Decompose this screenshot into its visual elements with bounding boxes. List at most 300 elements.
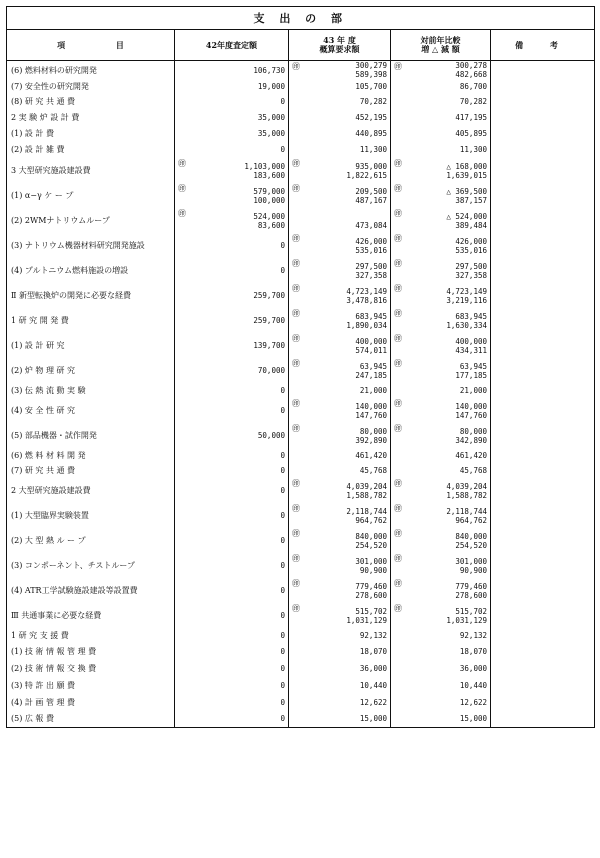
table-row bbox=[7, 503, 595, 528]
cell-value: 1,822,615 bbox=[346, 170, 387, 180]
diff-cell bbox=[391, 79, 491, 94]
cell-value: 473,084 bbox=[355, 220, 387, 230]
budget-42-cell bbox=[175, 603, 289, 628]
budget-42-cell bbox=[175, 126, 289, 141]
budget-43-cell bbox=[289, 478, 391, 503]
cell-value: 12,622 bbox=[359, 698, 387, 707]
cell-value: 177,185 bbox=[455, 370, 487, 380]
cell-value: 300,278 bbox=[455, 61, 487, 70]
cell-value: 535,016 bbox=[455, 245, 487, 255]
cell-value: 0 bbox=[280, 536, 285, 545]
cell-value: 259,700 bbox=[253, 291, 285, 300]
table-row bbox=[7, 208, 595, 233]
budget-42-cell bbox=[175, 308, 289, 333]
row-label: Ⅱ 新型転換炉の開発に必要な経費 bbox=[7, 283, 175, 308]
cell-value: 45,768 bbox=[359, 466, 387, 475]
cell-value: 301,000 bbox=[455, 556, 487, 566]
table-row bbox=[7, 158, 595, 183]
notes-cell bbox=[491, 603, 595, 628]
budget-43-cell bbox=[289, 528, 391, 553]
budget-43-cell bbox=[289, 358, 391, 383]
notes-cell bbox=[491, 463, 595, 478]
budget-42-cell bbox=[175, 478, 289, 503]
budget-43-cell bbox=[289, 643, 391, 660]
cell-value: 0 bbox=[280, 97, 285, 106]
diff-cell bbox=[391, 94, 491, 109]
cell-value: 0 bbox=[280, 714, 285, 724]
notes-cell bbox=[491, 358, 595, 383]
cell-value: 1,630,334 bbox=[446, 320, 487, 330]
budget-42-cell bbox=[175, 358, 289, 383]
notes-cell bbox=[491, 553, 595, 578]
table-row bbox=[7, 463, 595, 478]
cell-value: 278,600 bbox=[355, 590, 387, 600]
cell-value: 70,282 bbox=[359, 97, 387, 106]
table-body bbox=[7, 61, 595, 728]
cell-value: 297,500 bbox=[455, 261, 487, 271]
cell-value: 524,000 bbox=[253, 211, 285, 221]
table-row bbox=[7, 109, 595, 126]
row-label: (4) 安 全 性 研 究 bbox=[7, 398, 175, 423]
table-row bbox=[7, 553, 595, 578]
notes-cell bbox=[491, 61, 595, 80]
budget-42-cell bbox=[175, 283, 289, 308]
budget-43-cell bbox=[289, 711, 391, 727]
seal-mark-icon: ㊞ bbox=[394, 554, 402, 563]
seal-mark-icon: ㊞ bbox=[292, 424, 300, 433]
cell-value: 840,000 bbox=[355, 531, 387, 541]
cell-value: 964,762 bbox=[355, 515, 387, 525]
cell-value: 0 bbox=[280, 266, 285, 275]
cell-value: 0 bbox=[280, 511, 285, 520]
cell-value: 15,000 bbox=[459, 714, 487, 724]
notes-cell bbox=[491, 208, 595, 233]
row-label: (1) 設 計 費 bbox=[7, 126, 175, 141]
cell-value: 100,000 bbox=[253, 195, 285, 205]
row-label: (4) ATR工学試験施設建設等設置費 bbox=[7, 578, 175, 603]
diff-cell bbox=[391, 109, 491, 126]
row-label: (2) 設 計 雑 費 bbox=[7, 141, 175, 158]
diff-cell bbox=[391, 553, 491, 578]
table-row bbox=[7, 258, 595, 283]
table-row bbox=[7, 333, 595, 358]
row-label: (1) 設 計 研 究 bbox=[7, 333, 175, 358]
cell-value: 50,000 bbox=[257, 431, 285, 440]
budget-43-cell bbox=[289, 448, 391, 463]
cell-value: 70,282 bbox=[459, 97, 487, 106]
budget-43-cell bbox=[289, 126, 391, 141]
seal-mark-icon: ㊞ bbox=[394, 334, 402, 343]
cell-value: 387,157 bbox=[455, 195, 487, 205]
cell-value: 935,000 bbox=[355, 161, 387, 171]
notes-cell bbox=[491, 628, 595, 643]
row-label: (4) 計 画 管 理 費 bbox=[7, 694, 175, 711]
diff-cell bbox=[391, 463, 491, 478]
budget-43-cell bbox=[289, 258, 391, 283]
table-row bbox=[7, 448, 595, 463]
diff-cell bbox=[391, 126, 491, 141]
cell-value: 36,000 bbox=[359, 664, 387, 673]
budget-sheet bbox=[6, 6, 594, 728]
row-label: 3 大型研究施設建設費 bbox=[7, 158, 175, 183]
cell-value: 254,520 bbox=[355, 540, 387, 550]
cell-value: 487,167 bbox=[355, 195, 387, 205]
budget-43-cell bbox=[289, 233, 391, 258]
budget-42-cell bbox=[175, 158, 289, 183]
cell-value: 10,440 bbox=[359, 681, 387, 690]
cell-value: 400,000 bbox=[455, 336, 487, 346]
notes-cell bbox=[491, 694, 595, 711]
notes-cell bbox=[491, 423, 595, 448]
notes-cell bbox=[491, 283, 595, 308]
cell-value: 35,000 bbox=[257, 129, 285, 138]
row-label: (5) 広 報 費 bbox=[7, 711, 175, 727]
row-label: (7) 研 究 共 通 費 bbox=[7, 463, 175, 478]
budget-43-cell bbox=[289, 694, 391, 711]
row-label: (6) 燃 料 材 料 開 発 bbox=[7, 448, 175, 463]
notes-cell bbox=[491, 258, 595, 283]
budget-43-cell bbox=[289, 61, 391, 80]
diff-cell bbox=[391, 643, 491, 660]
seal-mark-icon: ㊞ bbox=[394, 209, 402, 218]
seal-mark-icon: ㊞ bbox=[292, 579, 300, 588]
cell-value: 301,000 bbox=[355, 556, 387, 566]
notes-cell bbox=[491, 528, 595, 553]
cell-value: 12,622 bbox=[459, 698, 487, 707]
budget-42-cell bbox=[175, 61, 289, 80]
table-row bbox=[7, 628, 595, 643]
seal-mark-icon: ㊞ bbox=[292, 359, 300, 368]
seal-mark-icon: ㊞ bbox=[394, 529, 402, 538]
seal-mark-icon: ㊞ bbox=[292, 234, 300, 243]
row-label: 2 実 験 炉 設 計 費 bbox=[7, 109, 175, 126]
diff-cell bbox=[391, 158, 491, 183]
notes-cell bbox=[491, 578, 595, 603]
header-notes: 備 考 bbox=[491, 30, 595, 61]
cell-value: 0 bbox=[280, 466, 285, 475]
diff-cell bbox=[391, 61, 491, 80]
table-row bbox=[7, 358, 595, 383]
seal-mark-icon: ㊞ bbox=[292, 479, 300, 488]
notes-cell bbox=[491, 94, 595, 109]
cell-value: 36,000 bbox=[459, 664, 487, 673]
cell-value: 840,000 bbox=[455, 531, 487, 541]
seal-mark-icon: ㊞ bbox=[292, 284, 300, 293]
table-row bbox=[7, 711, 595, 727]
cell-value: 90,900 bbox=[459, 565, 487, 575]
budget-42-cell bbox=[175, 109, 289, 126]
seal-mark-icon: ㊞ bbox=[394, 184, 402, 193]
budget-43-cell bbox=[289, 628, 391, 643]
notes-cell bbox=[491, 141, 595, 158]
cell-value: 139,700 bbox=[253, 341, 285, 350]
header-diff: 対前年比較 増 △ 減 額 bbox=[391, 30, 491, 61]
seal-mark-icon: ㊞ bbox=[178, 209, 186, 218]
cell-value: 45,768 bbox=[459, 466, 487, 475]
diff-cell bbox=[391, 208, 491, 233]
cell-value: 80,000 bbox=[459, 426, 487, 436]
row-label: 1 研 究 支 援 費 bbox=[7, 628, 175, 643]
cell-value: △ 369,500 bbox=[446, 186, 487, 196]
seal-mark-icon: ㊞ bbox=[394, 424, 402, 433]
cell-value: 434,311 bbox=[455, 345, 487, 355]
row-label: (1) 技 術 情 報 管 理 費 bbox=[7, 643, 175, 660]
budget-42-cell bbox=[175, 448, 289, 463]
cell-value: 579,000 bbox=[253, 186, 285, 196]
budget-43-cell bbox=[289, 660, 391, 677]
seal-mark-icon: ㊞ bbox=[292, 159, 300, 168]
cell-value: 327,358 bbox=[355, 270, 387, 280]
diff-cell bbox=[391, 308, 491, 333]
cell-value: 392,890 bbox=[355, 435, 387, 445]
table-row bbox=[7, 694, 595, 711]
table-row bbox=[7, 141, 595, 158]
cell-value: 0 bbox=[280, 451, 285, 460]
budget-43-cell bbox=[289, 677, 391, 694]
diff-cell bbox=[391, 660, 491, 677]
seal-mark-icon: ㊞ bbox=[292, 334, 300, 343]
diff-cell bbox=[391, 578, 491, 603]
budget-42-cell bbox=[175, 463, 289, 478]
budget-42-cell bbox=[175, 643, 289, 660]
budget-42-cell bbox=[175, 677, 289, 694]
row-label: (2) 2WMナトリウムループ bbox=[7, 208, 175, 233]
diff-cell bbox=[391, 423, 491, 448]
seal-mark-icon: ㊞ bbox=[178, 184, 186, 193]
cell-value bbox=[289, 212, 387, 221]
budget-42-cell bbox=[175, 398, 289, 423]
budget-43-cell bbox=[289, 333, 391, 358]
table-row bbox=[7, 478, 595, 503]
cell-value: △ 524,000 bbox=[446, 211, 487, 221]
cell-value: 209,500 bbox=[355, 186, 387, 196]
budget-43-cell bbox=[289, 183, 391, 208]
cell-value: 21,000 bbox=[459, 386, 487, 395]
table-row bbox=[7, 677, 595, 694]
notes-cell bbox=[491, 308, 595, 333]
budget-42-cell bbox=[175, 423, 289, 448]
table-row bbox=[7, 603, 595, 628]
diff-cell bbox=[391, 398, 491, 423]
cell-value: 0 bbox=[280, 386, 285, 395]
row-label: (2) 大 型 熱 ル ー プ bbox=[7, 528, 175, 553]
cell-value: 183,600 bbox=[253, 170, 285, 180]
seal-mark-icon: ㊞ bbox=[394, 359, 402, 368]
cell-value: 515,702 bbox=[355, 606, 387, 616]
cell-value: 683,945 bbox=[455, 311, 487, 321]
table-row bbox=[7, 126, 595, 141]
budget-43-cell bbox=[289, 503, 391, 528]
budget-42-cell bbox=[175, 711, 289, 727]
cell-value: 683,945 bbox=[355, 311, 387, 321]
seal-mark-icon: ㊞ bbox=[292, 554, 300, 563]
cell-value: 10,440 bbox=[459, 681, 487, 690]
cell-value: 247,185 bbox=[355, 370, 387, 380]
seal-mark-icon: ㊞ bbox=[292, 504, 300, 513]
notes-cell bbox=[491, 643, 595, 660]
cell-value: 92,132 bbox=[459, 631, 487, 640]
seal-mark-icon: ㊞ bbox=[394, 579, 402, 588]
cell-value: 964,762 bbox=[455, 515, 487, 525]
row-label: (3) 伝 熱 流 動 実 験 bbox=[7, 383, 175, 398]
cell-value: 254,520 bbox=[455, 540, 487, 550]
notes-cell bbox=[491, 383, 595, 398]
cell-value: 140,000 bbox=[455, 401, 487, 411]
budget-42-cell bbox=[175, 628, 289, 643]
notes-cell bbox=[491, 109, 595, 126]
budget-43-cell bbox=[289, 553, 391, 578]
cell-value: 2,118,744 bbox=[446, 506, 487, 516]
cell-value: 18,070 bbox=[459, 647, 487, 656]
table-row bbox=[7, 183, 595, 208]
cell-value: 11,300 bbox=[359, 145, 387, 154]
budget-42-cell bbox=[175, 383, 289, 398]
table-row bbox=[7, 61, 595, 80]
cell-value: 2,118,744 bbox=[346, 506, 387, 516]
table-title: 支 出 の 部 bbox=[7, 7, 595, 30]
cell-value: 0 bbox=[280, 145, 285, 154]
notes-cell bbox=[491, 448, 595, 463]
seal-mark-icon: ㊞ bbox=[292, 529, 300, 538]
row-label: (7) 安全性の研究開発 bbox=[7, 79, 175, 94]
cell-value: 105,700 bbox=[355, 82, 387, 91]
cell-value: 327,358 bbox=[455, 270, 487, 280]
cell-value: 3,219,116 bbox=[446, 295, 487, 305]
budget-42-cell bbox=[175, 208, 289, 233]
cell-value: 1,588,782 bbox=[346, 490, 387, 500]
cell-value: 35,000 bbox=[257, 113, 285, 122]
cell-value: 278,600 bbox=[455, 590, 487, 600]
cell-value: 426,000 bbox=[455, 236, 487, 246]
cell-value: 140,000 bbox=[355, 401, 387, 411]
cell-value: 80,000 bbox=[359, 426, 387, 436]
seal-mark-icon: ㊞ bbox=[394, 234, 402, 243]
diff-cell bbox=[391, 628, 491, 643]
row-label: 1 研 究 開 発 費 bbox=[7, 308, 175, 333]
cell-value: 0 bbox=[280, 611, 285, 620]
row-label: (3) 特 許 出 願 費 bbox=[7, 677, 175, 694]
cell-value: 535,016 bbox=[355, 245, 387, 255]
notes-cell bbox=[491, 398, 595, 423]
budget-42-cell bbox=[175, 94, 289, 109]
cell-value: 0 bbox=[280, 586, 285, 595]
seal-mark-icon: ㊞ bbox=[178, 159, 186, 168]
row-label: 2 大型研究施設建設費 bbox=[7, 478, 175, 503]
budget-43-cell bbox=[289, 79, 391, 94]
table-row bbox=[7, 383, 595, 398]
cell-value: 147,760 bbox=[455, 410, 487, 420]
budget-43-cell bbox=[289, 423, 391, 448]
cell-value: 83,600 bbox=[257, 220, 285, 230]
seal-mark-icon: ㊞ bbox=[394, 159, 402, 168]
notes-cell bbox=[491, 503, 595, 528]
cell-value: 0 bbox=[280, 631, 285, 640]
cell-value: 779,460 bbox=[455, 581, 487, 591]
budget-43-cell bbox=[289, 158, 391, 183]
notes-cell bbox=[491, 158, 595, 183]
cell-value: 1,890,034 bbox=[346, 320, 387, 330]
seal-mark-icon: ㊞ bbox=[292, 62, 300, 71]
header-budget-43: 43 年 度 概算要求額 bbox=[289, 30, 391, 61]
cell-value: 589,398 bbox=[355, 70, 387, 79]
cell-value: 4,723,149 bbox=[346, 286, 387, 296]
cell-value: 0 bbox=[280, 664, 285, 673]
cell-value: 92,132 bbox=[359, 631, 387, 640]
cell-value: 452,195 bbox=[355, 113, 387, 122]
budget-43-cell bbox=[289, 383, 391, 398]
cell-value: 0 bbox=[280, 241, 285, 250]
seal-mark-icon: ㊞ bbox=[394, 604, 402, 613]
diff-cell bbox=[391, 183, 491, 208]
budget-43-cell bbox=[289, 603, 391, 628]
budget-43-cell bbox=[289, 208, 391, 233]
cell-value: 19,000 bbox=[257, 82, 285, 91]
cell-value: 147,760 bbox=[355, 410, 387, 420]
cell-value: 4,039,204 bbox=[446, 481, 487, 491]
seal-mark-icon: ㊞ bbox=[394, 479, 402, 488]
cell-value: 4,039,204 bbox=[346, 481, 387, 491]
notes-cell bbox=[491, 711, 595, 727]
budget-42-cell bbox=[175, 183, 289, 208]
diff-cell bbox=[391, 233, 491, 258]
budget-43-cell bbox=[289, 94, 391, 109]
cell-value: 11,300 bbox=[459, 145, 487, 154]
budget-42-cell bbox=[175, 79, 289, 94]
seal-mark-icon: ㊞ bbox=[292, 184, 300, 193]
table-row bbox=[7, 578, 595, 603]
table-row bbox=[7, 94, 595, 109]
diff-cell bbox=[391, 448, 491, 463]
seal-mark-icon: ㊞ bbox=[292, 604, 300, 613]
cell-value: 1,639,015 bbox=[446, 170, 487, 180]
table-row bbox=[7, 283, 595, 308]
budget-42-cell bbox=[175, 694, 289, 711]
row-label: (3) コンポーネント、チストループ bbox=[7, 553, 175, 578]
diff-cell bbox=[391, 603, 491, 628]
cell-value: 3,478,816 bbox=[346, 295, 387, 305]
table-row bbox=[7, 660, 595, 677]
cell-value: 63,945 bbox=[459, 361, 487, 371]
cell-value: 389,484 bbox=[455, 220, 487, 230]
header-budget-42: 42年度査定額 bbox=[175, 30, 289, 61]
seal-mark-icon: ㊞ bbox=[394, 504, 402, 513]
notes-cell bbox=[491, 677, 595, 694]
budget-43-cell bbox=[289, 578, 391, 603]
cell-value: 779,460 bbox=[355, 581, 387, 591]
table-row bbox=[7, 233, 595, 258]
row-label: (2) 炉 物 理 研 究 bbox=[7, 358, 175, 383]
diff-cell bbox=[391, 711, 491, 727]
row-label: (2) 技 術 情 報 交 換 費 bbox=[7, 660, 175, 677]
seal-mark-icon: ㊞ bbox=[394, 309, 402, 318]
cell-value: 1,588,782 bbox=[446, 490, 487, 500]
row-label: (5) 部品機器・試作開発 bbox=[7, 423, 175, 448]
cell-value: 0 bbox=[280, 698, 285, 707]
seal-mark-icon: ㊞ bbox=[394, 259, 402, 268]
seal-mark-icon: ㊞ bbox=[292, 309, 300, 318]
budget-43-cell bbox=[289, 398, 391, 423]
cell-value: 297,500 bbox=[355, 261, 387, 271]
header-item: 項 目 bbox=[7, 30, 175, 61]
expenditure-table bbox=[6, 6, 595, 728]
cell-value: 106,730 bbox=[253, 65, 285, 75]
cell-value: 0 bbox=[280, 681, 285, 690]
cell-value: 482,668 bbox=[455, 70, 487, 79]
cell-value: 1,031,129 bbox=[446, 615, 487, 625]
budget-43-cell bbox=[289, 141, 391, 158]
cell-value: 0 bbox=[280, 486, 285, 495]
diff-cell bbox=[391, 383, 491, 398]
